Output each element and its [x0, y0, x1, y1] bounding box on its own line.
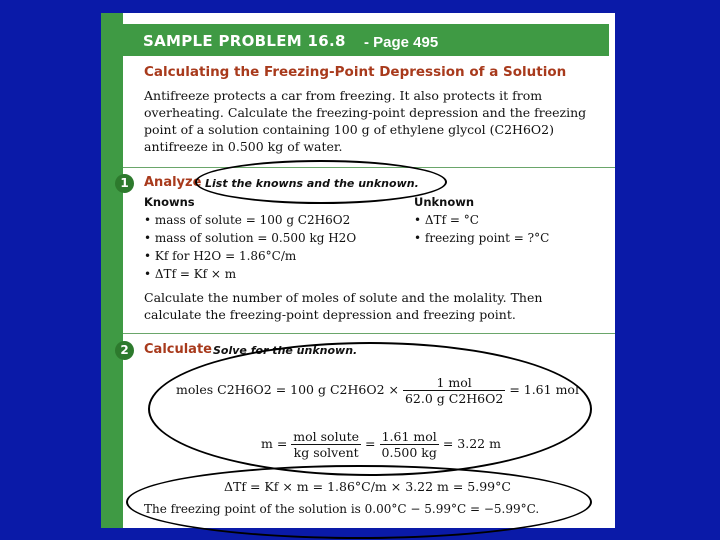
problem-subtitle: Calculating the Freezing-Point Depression of a Solution	[144, 64, 567, 80]
step-1-name: Analyze	[144, 175, 202, 190]
eq2-denominator-2: 0.500 kg	[381, 445, 437, 460]
unknown-item: • ΔTf = °C	[414, 213, 479, 227]
eq1-numerator: 1 mol	[403, 375, 505, 391]
eq2-result: = 3.22 m	[442, 436, 501, 451]
page-reference: - Page 495	[364, 34, 439, 51]
eq2-denominator-1: kg solvent	[293, 445, 359, 460]
eq1-result: = 1.61 mol	[509, 382, 579, 397]
sample-problem-header	[123, 24, 609, 56]
header-title: SAMPLE PROBLEM 16.8	[143, 32, 346, 50]
step-2-name: Calculate	[144, 342, 212, 357]
unknown-heading: Unknown	[414, 195, 475, 209]
divider	[123, 333, 615, 334]
known-item: • mass of solute = 100 g C2H6O2	[144, 213, 351, 227]
final-answer: The freezing point of the solution is 0.00°C − 5.99°C = −5.99°C.	[144, 502, 540, 516]
eq2-equals: =	[365, 436, 376, 451]
step-2-instruction: Solve for the unknown.	[213, 344, 358, 357]
eq1-left: moles C2H6O2 = 100 g C2H6O2 ×	[176, 382, 399, 397]
annotation-ellipse-result	[126, 465, 592, 539]
annotation-ellipse-instruction	[195, 160, 447, 204]
analysis-plan: Calculate the number of moles of solute and the molality. Then calculate the freezing-point depression and freezing point.	[144, 290, 543, 322]
step-1-instruction: List the knowns and the unknown.	[205, 177, 419, 190]
step-1-badge: 1	[115, 174, 134, 193]
known-item: • ΔTf = Kf × m	[144, 267, 237, 281]
freezing-depression-equation: ΔTf = Kf × m = 1.86°C/m × 3.22 m = 5.99°C	[224, 479, 511, 494]
eq2-numerator-1: mol solute	[293, 429, 360, 444]
eq2-numerator-2: 1.61 mol	[380, 429, 439, 445]
annotation-ellipse-calculation	[148, 342, 592, 476]
step-2-badge: 2	[115, 341, 134, 360]
green-margin-bar	[101, 13, 123, 528]
knowns-heading: Knowns	[144, 195, 195, 209]
eq2-left: m =	[261, 436, 288, 451]
known-item: • mass of solution = 0.500 kg H2O	[144, 231, 357, 245]
problem-statement: Antifreeze protects a car from freezing. It also protects it from overheating. Calculate the freezing-point depression and the freezing point of a solution containing 100 g of ethylene glycol (C2H6O2) antifreeze in 0.500 kg of water.	[144, 88, 587, 154]
known-item: • Kf for H2O = 1.86°C/m	[144, 249, 297, 263]
eq1-denominator: 62.0 g C2H6O2	[404, 391, 504, 406]
unknown-item: • freezing point = ?°C	[414, 231, 550, 245]
